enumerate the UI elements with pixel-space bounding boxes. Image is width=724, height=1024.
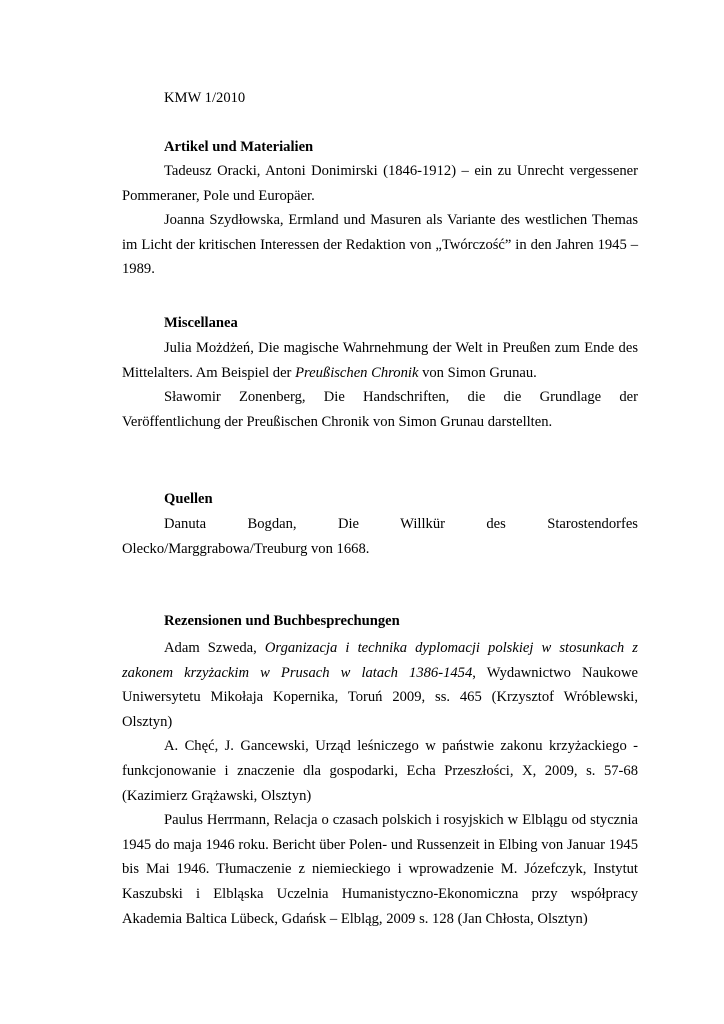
review-entry-1 bbox=[122, 636, 638, 734]
article-entry-2: Joanna Szydłowska, Ermland und Masuren als Variante des westlichen Themas im Licht der kritischen Interessen der Redaktion von „Twórczość” in den Jahren 1945 – 1989. bbox=[122, 212, 638, 278]
sources-list bbox=[122, 512, 638, 561]
heading-articles: Artikel und Materialien bbox=[164, 139, 314, 155]
review-entry-3: Paulus Herrmann, Relacja o czasach polskich i rosyjskich w Elblągu od stycznia 1945 do maja 1946 roku. Bericht über Polen- und Russenzeit in Elbing von Januar 1945 bis Mai 1946. Tłumaczenie z niemieckiego i wprowadzenie M. Józefczyk, Instytut Kaszubski i Elbląska Uczelnia Humanistyczno-Ekonomiczna przy współpracy Akademia Baltica Lübeck, Gdańsk – Elbląg, 2009 s. 128 (Jan Chłosta, Olsztyn) bbox=[122, 812, 638, 927]
miscellanea-entry-1-tail: von Simon Grunau. bbox=[418, 364, 537, 381]
miscellanea-list bbox=[122, 336, 638, 434]
review-1-publisher: , Wydawnictwo Naukowe Uniwersytetu Mikołaja Kopernika, Toruń 2009, ss. 465 (Krzysztof Wróblewski, Olsztyn) bbox=[122, 664, 638, 730]
heading-sources: Quellen bbox=[164, 491, 213, 507]
miscellanea-entry-2: Sławomir Zonenberg, Die Handschriften, die die Grundlage der Veröffentlichung der Preußischen Chronik von Simon Grunau darstellten. bbox=[122, 389, 638, 430]
source-entry: Danuta Bogdan, Die Willkür des Starostendorfes Olecko/Marggrabowa/Treuburg von 1668. bbox=[122, 516, 638, 557]
review-entry-2: A. Chęć, J. Gancewski, Urząd leśniczego w państwie zakonu krzyżackiego - funkcjonowanie i znaczenie dla gospodarki, Echa Przeszłości, X, 2009, s. 57-68 (Kazimierz Grążawski, Olsztyn) bbox=[122, 738, 638, 804]
articles-list bbox=[122, 159, 638, 282]
miscellanea-entry-1 bbox=[122, 336, 638, 385]
review-1-title: Organizacja i technika dyplomacji polskiej w stosunkach z zakonem krzyżackim w Prusach w latach 1386-1454 bbox=[122, 640, 638, 681]
heading-miscellanea: Miscellanea bbox=[164, 315, 238, 331]
journal-issue: KMW 1/2010 bbox=[164, 90, 246, 106]
miscellanea-entry-1-text: Julia Możdżeń, Die magische Wahrnehmung der Welt in Preußen zum Ende des Mittelalters. Am Beispiel der bbox=[122, 340, 638, 381]
miscellanea-entry-1-title: Preußischen Chronik bbox=[295, 364, 419, 381]
reviews-list bbox=[122, 636, 638, 931]
article-entry-1: Tadeusz Oracki, Antoni Donimirski (1846-1912) – ein zu Unrecht vergessener Pommeraner, Pole und Europäer. bbox=[122, 163, 638, 204]
heading-reviews: Rezensionen und Buchbesprechungen bbox=[164, 613, 400, 629]
review-1-author: Adam Szweda, bbox=[164, 640, 265, 656]
